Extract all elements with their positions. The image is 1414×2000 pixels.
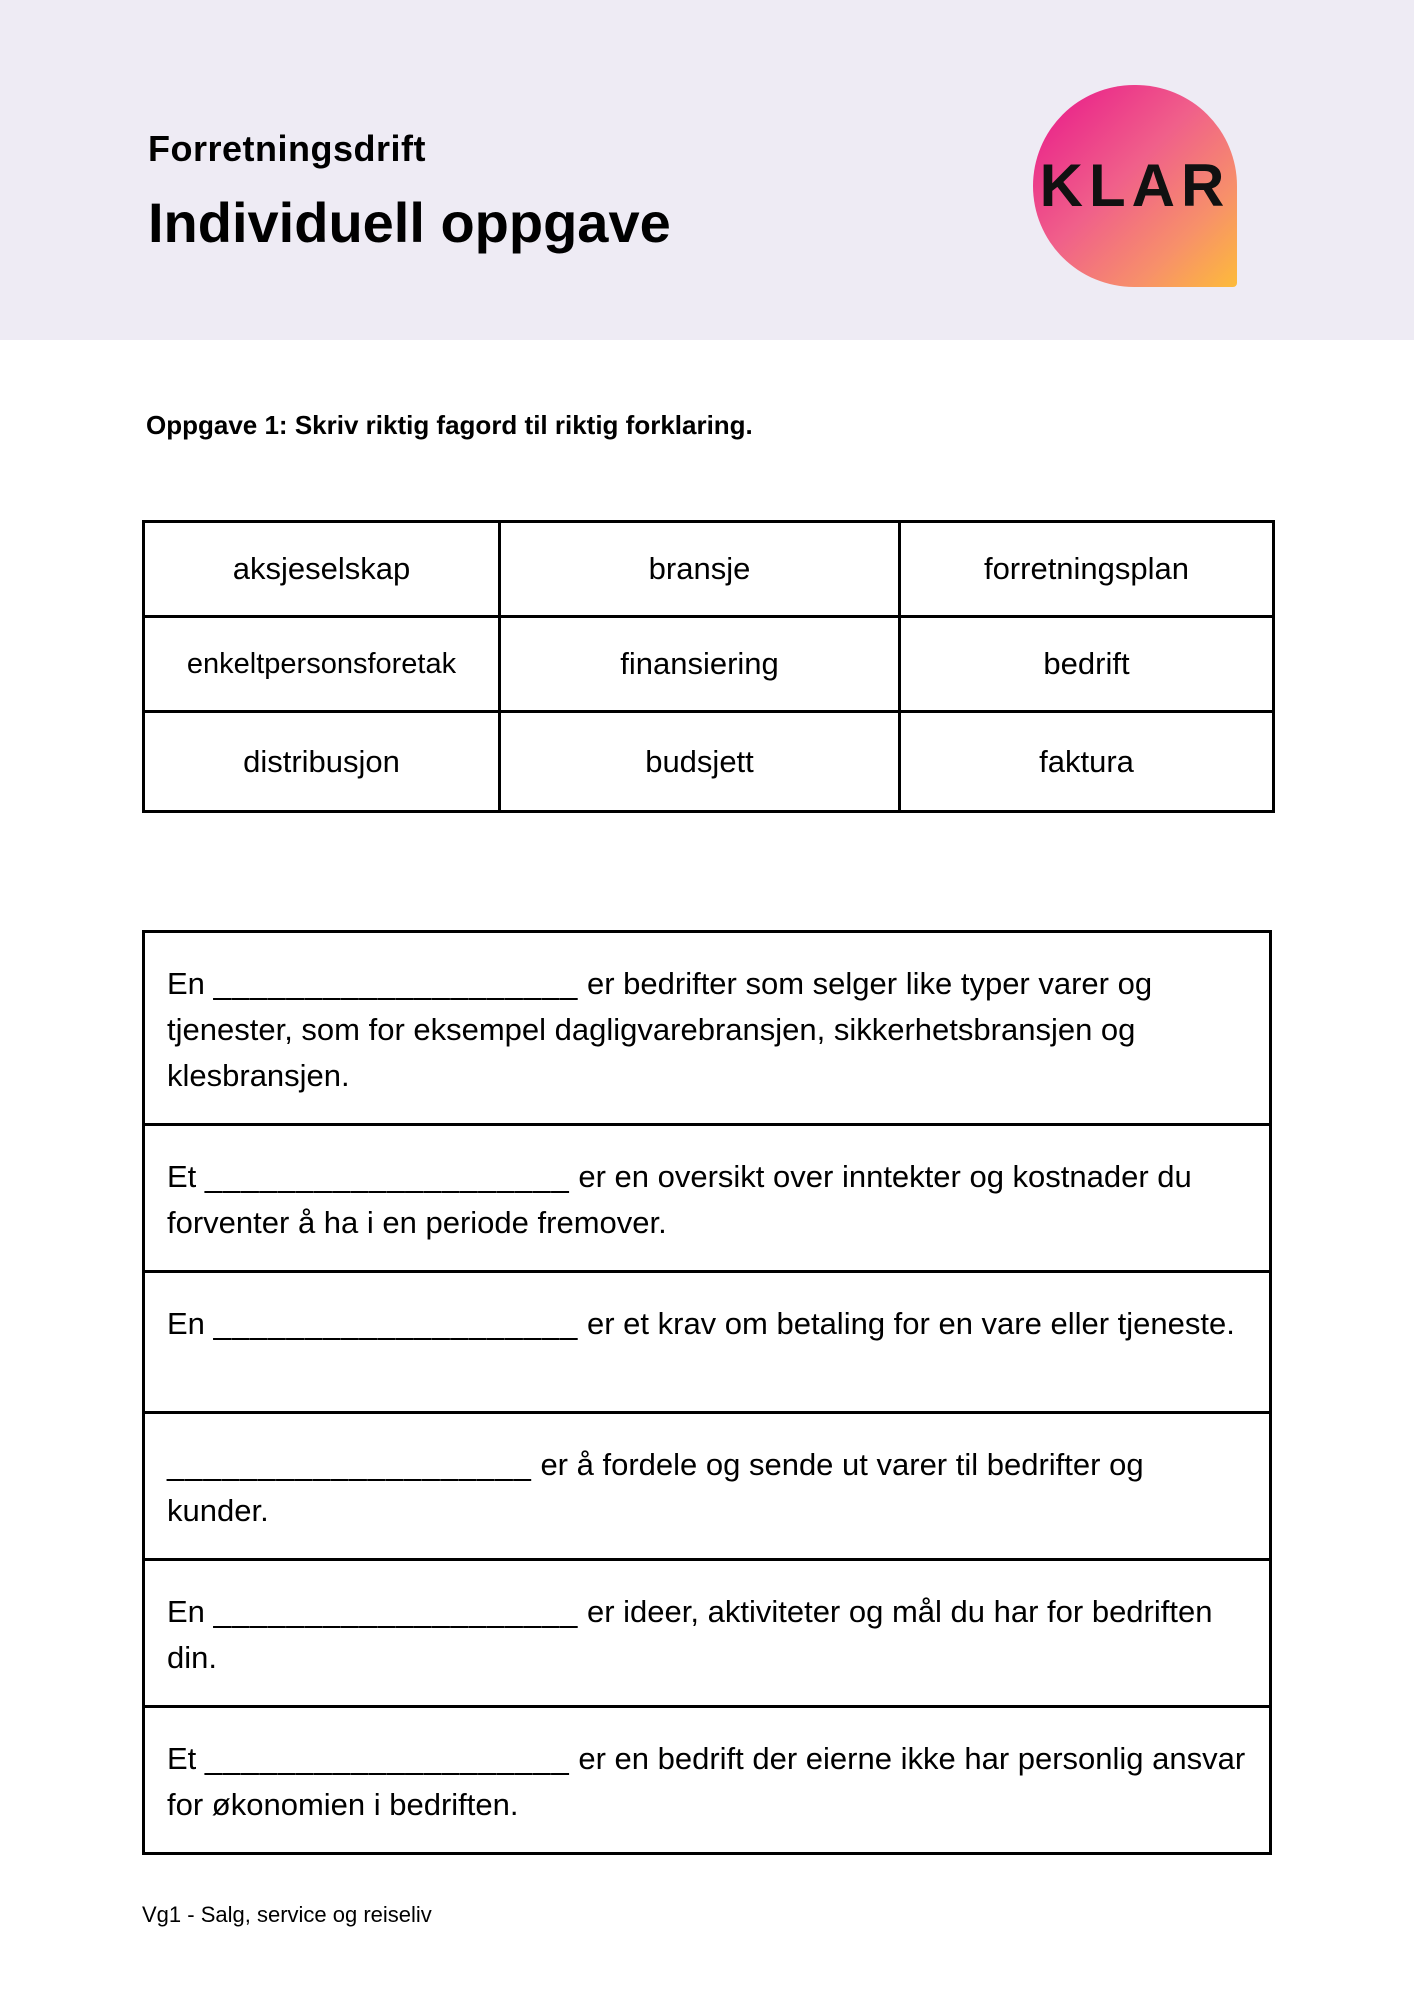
definition-row xyxy=(144,1272,1271,1413)
definition-lead: Et xyxy=(167,1159,205,1194)
word-bank-cell: bransje xyxy=(500,522,900,617)
definition-row xyxy=(144,1413,1271,1560)
definition-text: er å fordele og sende ut varer til bedrifter og kunder. xyxy=(167,1447,1144,1528)
definition-text: er en bedrift der eierne ikke har personlig ansvar for økonomien i bedriften. xyxy=(167,1741,1246,1822)
definition-lead: Et xyxy=(167,1741,205,1776)
definition-text: er et krav om betaling for en vare eller tjeneste. xyxy=(578,1306,1235,1341)
definition-cell xyxy=(144,1272,1271,1413)
definition-cell xyxy=(144,932,1271,1125)
word-bank-cell: aksjeselskap xyxy=(144,522,500,617)
definition-lead: En xyxy=(167,1306,214,1341)
word-bank-table xyxy=(142,520,1275,813)
definition-cell xyxy=(144,1707,1271,1854)
answer-blank[interactable]: ____________________ xyxy=(213,1306,579,1341)
logo-text: KLAR xyxy=(1039,152,1231,219)
definitions-table xyxy=(142,930,1272,1855)
definition-cell xyxy=(144,1413,1271,1560)
word-bank-cell: finansiering xyxy=(500,617,900,712)
task-instruction: Oppgave 1: Skriv riktig fagord til riktig forklaring. xyxy=(146,410,753,440)
definition-text: er en oversikt over inntekter og kostnader du forventer å ha i en periode fremover. xyxy=(167,1159,1192,1240)
word-bank-row xyxy=(144,617,1274,712)
definition-row xyxy=(144,1125,1271,1272)
word-bank-cell: enkeltpersonsforetak xyxy=(144,617,500,712)
definition-lead: En xyxy=(167,1594,214,1629)
definition-cell xyxy=(144,1125,1271,1272)
definition-row xyxy=(144,932,1271,1125)
definition-row xyxy=(144,1560,1271,1707)
word-bank-row xyxy=(144,522,1274,617)
answer-blank[interactable]: ____________________ xyxy=(167,1447,532,1482)
word-bank-cell: distribusjon xyxy=(144,712,500,812)
definition-text: er ideer, aktiviteter og mål du har for bedriften din. xyxy=(167,1594,1213,1675)
subject-label: Forretningsdrift xyxy=(148,128,426,169)
word-bank-row xyxy=(144,712,1274,812)
footer-text: Vg1 - Salg, service og reiseliv xyxy=(142,1902,432,1927)
word-bank-cell: budsjett xyxy=(500,712,900,812)
klar-logo xyxy=(1033,85,1237,287)
definition-cell xyxy=(144,1560,1271,1707)
answer-blank[interactable]: ____________________ xyxy=(213,1594,579,1629)
word-bank-cell: bedrift xyxy=(900,617,1274,712)
answer-blank[interactable]: ____________________ xyxy=(213,966,579,1001)
word-bank-cell: forretningsplan xyxy=(900,522,1274,617)
definition-text: er bedrifter som selger like typer varer og tjenester, som for eksempel dagligvarebransjen, sikkerhetsbransjen og klesbransjen. xyxy=(167,966,1153,1093)
definition-lead: En xyxy=(167,966,214,1001)
answer-blank[interactable]: ____________________ xyxy=(204,1741,570,1776)
word-bank-cell: faktura xyxy=(900,712,1274,812)
definition-row xyxy=(144,1707,1271,1854)
answer-blank[interactable]: ____________________ xyxy=(204,1159,570,1194)
page-title: Individuell oppgave xyxy=(148,191,671,254)
